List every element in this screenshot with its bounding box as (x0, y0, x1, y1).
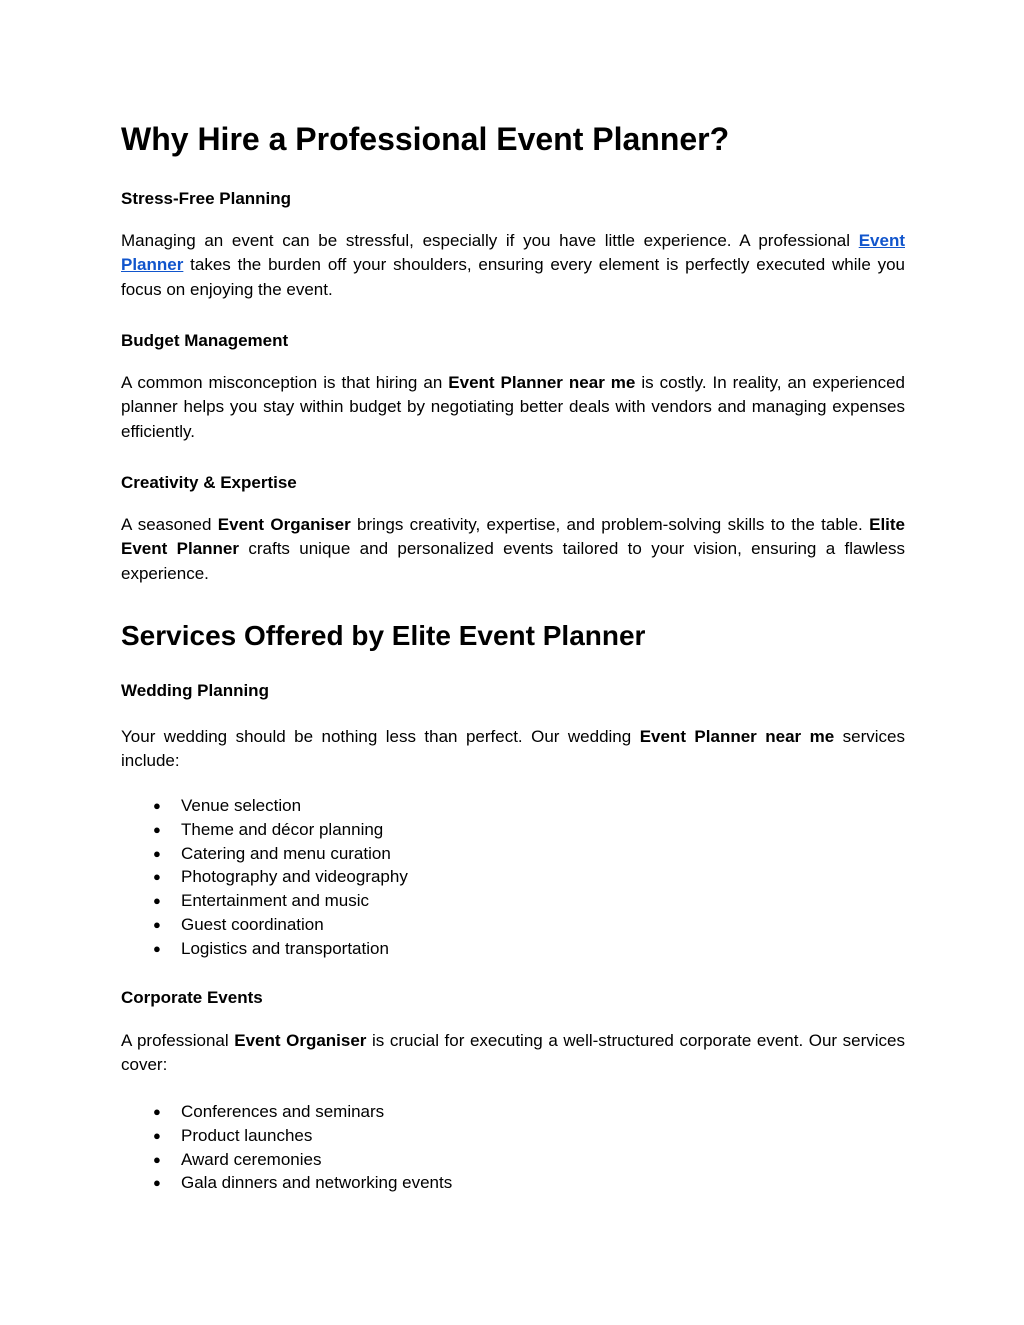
corporate-services-list (121, 1100, 452, 1195)
corporate-events-paragraph: A professional Event Organiser is crucial for executing a well-structured corporate event. Our services cover: (121, 1031, 906, 1075)
bullet-icon: ● (153, 845, 161, 861)
list-item: ● Venue selection (121, 794, 408, 818)
list-item: ● Conferences and seminars (121, 1100, 452, 1124)
bullet-icon: ● (153, 893, 161, 909)
bullet-icon: ● (153, 940, 161, 956)
wedding-planning-heading: Wedding Planning (121, 681, 269, 700)
event-planner-link[interactable]: Event Planner (121, 231, 905, 275)
corporate-events-heading: Corporate Events (121, 988, 263, 1007)
bullet-icon: ● (153, 821, 161, 837)
services-title: Services Offered by Elite Event Planner (121, 620, 646, 651)
list-item: ● Award ceremonies (121, 1148, 452, 1172)
page-title: Why Hire a Professional Event Planner? (121, 121, 730, 157)
budget-management-heading: Budget Management (121, 331, 289, 350)
creativity-expertise-heading: Creativity & Expertise (121, 473, 297, 492)
list-item: ● Theme and décor planning (121, 818, 408, 842)
wedding-services-list (121, 794, 408, 961)
list-item: ● Gala dinners and networking events (121, 1171, 452, 1195)
bullet-icon: ● (153, 1175, 161, 1191)
bullet-icon: ● (153, 869, 161, 885)
list-item: ● Catering and menu curation (121, 842, 408, 866)
list-item: ● Photography and videography (121, 865, 408, 889)
list-item: ● Guest coordination (121, 913, 408, 937)
bullet-icon: ● (153, 916, 161, 932)
stress-free-paragraph: Managing an event can be stressful, especially if you have little experience. A professional Event Planner takes the burden off your shoulders, ensuring every element is perfectly executed while you focus on enjoying the event. (121, 231, 905, 299)
bullet-icon: ● (153, 1151, 161, 1167)
creativity-expertise-paragraph: A seasoned Event Organiser brings creativity, expertise, and problem-solving skills to the table. Elite Event Planner crafts unique and personalized events tailored to your vision, ensuring a flawless experience. (121, 515, 906, 583)
bullet-icon: ● (153, 1104, 161, 1119)
list-item: ● Logistics and transportation (121, 937, 408, 961)
stress-free-heading: Stress-Free Planning (121, 189, 292, 208)
budget-management-paragraph: A common misconception is that hiring an Event Planner near me is costly. In reality, an experienced planner helps you stay within budget by negotiating better deals with vendors and managing expenses efficiently. (121, 373, 905, 441)
bullet-icon: ● (153, 1127, 161, 1143)
bullet-icon: ● (153, 798, 161, 813)
list-item: ● Product launches (121, 1124, 452, 1148)
list-item: ● Entertainment and music (121, 889, 408, 913)
wedding-planning-paragraph: Your wedding should be nothing less than perfect. Our wedding Event Planner near me services include: (121, 727, 905, 771)
